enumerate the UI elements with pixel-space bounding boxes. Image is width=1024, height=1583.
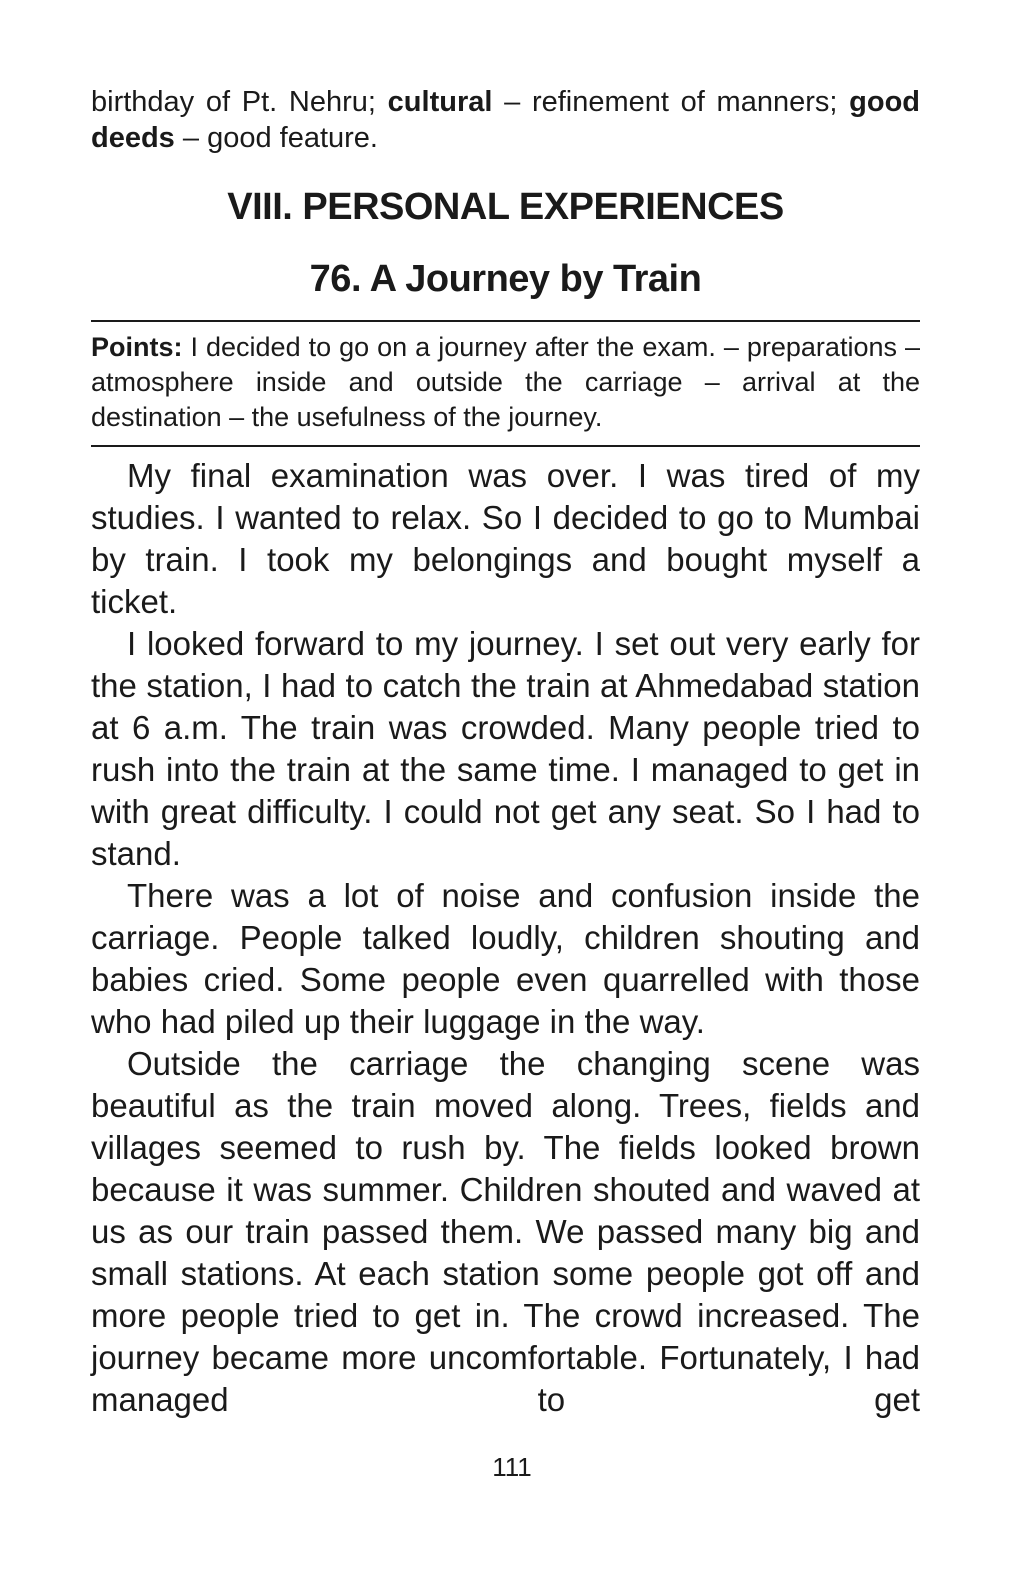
points-label: Points: [91,332,183,362]
points-text: Points: I decided to go on a journey after the exam. – preparations – atmosphere inside and outside the carriage – arrival at the destination – the usefulness of the journey. [91,332,920,432]
paragraph-3: There was a lot of noise and confusion inside the carriage. People talked loudly, children shouting and babies cried. Some people even quarrelled with those who had piled up their luggage in the way. [91,877,920,1040]
points-box [91,320,920,447]
paragraph-1: My final examination was over. I was tired of my studies. I wanted to relax. So I decided to go to Mumbai by train. I took my belongings and bought myself a ticket. [91,457,920,620]
carryover-text: birthday of Pt. Nehru; cultural – refinement of manners; good deeds – good feature. [91,86,921,154]
book-page [91,84,920,1421]
bold-term-cultural: cultural [387,86,493,118]
section-heading: VIII. PERSONAL EXPERIENCES [227,186,784,228]
paragraph-4: Outside the carriage the changing scene was beautiful as the train moved along. Trees, fields and villages seemed to rush by. The fields looked brown because it was summer. Children shouted and waved at us as our train passed them. We passed many big and small stations. At each station some people got off and more people tried to get in. The crowd increased. The journey became more uncomfortable. Fortunately, I had managed to get [91,1045,920,1418]
essay-title: 76. A Journey by Train [309,258,702,300]
bold-term-good-deeds: good deeds [91,86,921,154]
paragraph-2: I looked forward to my journey. I set out very early for the station, I had to catch the train at Ahmedabad station at 6 a.m. The train was crowded. Many people tried to rush into the train at the same time. I managed to get in with great difficulty. I could not get any seat. So I had to stand. [91,625,920,872]
essay-body [91,455,920,1421]
page-number: 111 [492,1452,532,1482]
